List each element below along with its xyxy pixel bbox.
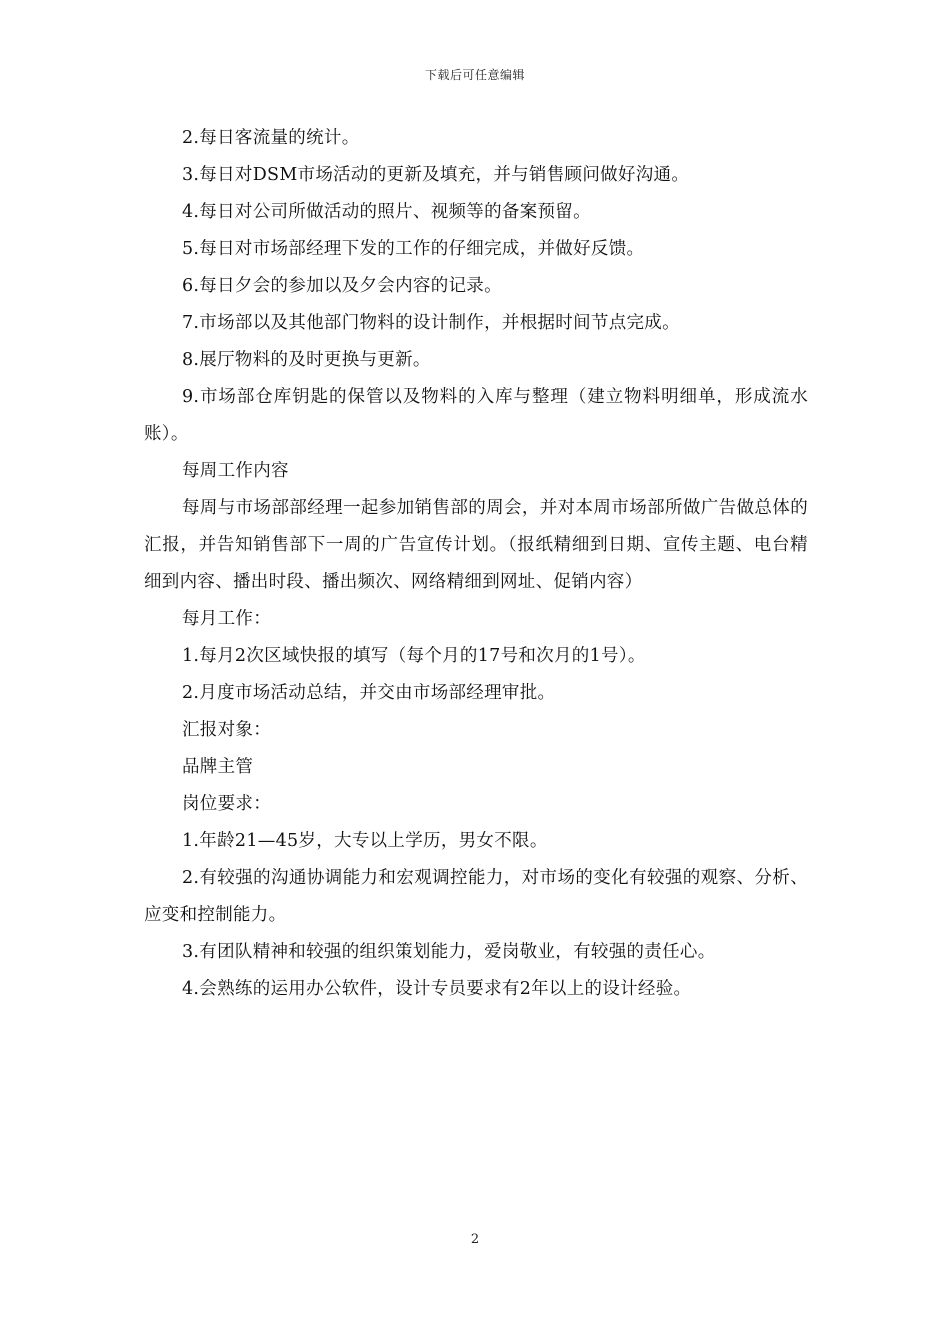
paragraph: 每周与市场部部经理一起参加销售部的周会，并对本周市场部所做广告做总体的汇报，并告知销售部下一周的广告宣传计划。（报纸精细到日期、宣传主题、电台精细到内容、播出时段、播出频次、网络精细到网址、促销内容） bbox=[144, 498, 808, 592]
paragraph: 2.每日客流量的统计。 bbox=[182, 128, 360, 148]
page-header: 下载后可任意编辑 bbox=[424, 68, 525, 82]
paragraph: 9.市场部仓库钥匙的保管以及物料的入库与整理（建立物料明细单，形成流水账）。 bbox=[144, 387, 808, 444]
paragraph: 4.会熟练的运用办公软件，设计专员要求有2年以上的设计经验。 bbox=[182, 979, 692, 999]
section-heading: 岗位要求： bbox=[182, 794, 271, 814]
paragraph: 3.有团队精神和较强的组织策划能力，爱岗敬业，有较强的责任心。 bbox=[182, 942, 716, 962]
section-heading: 每周工作内容 bbox=[182, 461, 289, 481]
paragraph: 1.每月2次区域快报的填写（每个月的17号和次月的1号）。 bbox=[182, 646, 646, 666]
paragraph: 5.每日对市场部经理下发的工作的仔细完成，并做好反馈。 bbox=[182, 239, 645, 259]
paragraph: 1.年龄21—45岁，大专以上学历，男女不限。 bbox=[182, 831, 548, 851]
paragraph: 7.市场部以及其他部门物料的设计制作，并根据时间节点完成。 bbox=[182, 313, 680, 333]
document-body bbox=[144, 120, 808, 1008]
section-heading: 每月工作： bbox=[182, 609, 271, 629]
paragraph: 品牌主管 bbox=[182, 757, 254, 777]
paragraph: 3.每日对DSM市场活动的更新及填充，并与销售顾问做好沟通。 bbox=[182, 165, 690, 185]
page-number: 2 bbox=[470, 1232, 480, 1247]
section-heading: 汇报对象： bbox=[182, 720, 271, 740]
paragraph: 8.展厅物料的及时更换与更新。 bbox=[182, 350, 431, 370]
paragraph: 6.每日夕会的参加以及夕会内容的记录。 bbox=[182, 276, 502, 296]
paragraph: 4.每日对公司所做活动的照片、视频等的备案预留。 bbox=[182, 202, 591, 222]
paragraph: 2.月度市场活动总结，并交由市场部经理审批。 bbox=[182, 683, 556, 703]
paragraph: 2.有较强的沟通协调能力和宏观调控能力，对市场的变化有较强的观察、分析、应变和控制能力。 bbox=[144, 868, 808, 925]
